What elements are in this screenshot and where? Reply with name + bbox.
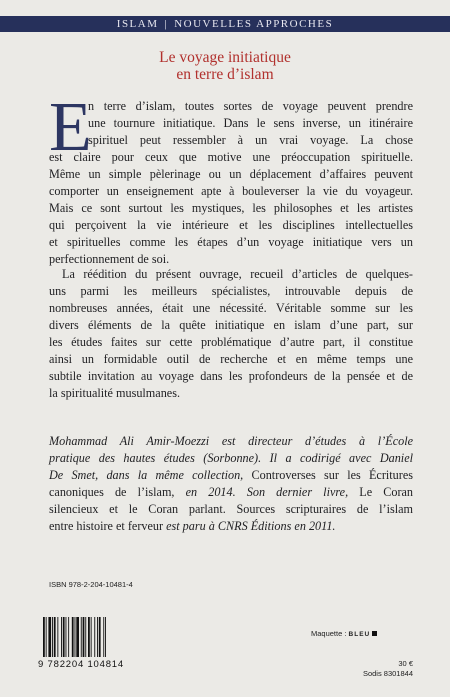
drop-cap: E [49, 89, 92, 166]
bio-text: De Smet, dans la même collection, [49, 468, 244, 482]
p1-line: Mais ce sont surtout les mystiques, les philosophes et les artistes [49, 201, 413, 215]
bio-line [49, 519, 413, 534]
p1-line: perfectionnement de soi. [49, 252, 170, 266]
p2-line: nombreuses années, était une nécessité. Véritable somme sur les [49, 301, 413, 315]
maquette-brand: BLEU [348, 631, 371, 638]
p2-line: uns parmi les meilleurs spécialistes, introuvable depuis de [49, 284, 413, 298]
p1-line: n terre d’islam, toutes sortes de voyage peuvent prendre [88, 99, 413, 113]
bio-line: silencieux et le Coran parlant. Sources scripturaires de l’islam [49, 502, 413, 516]
bio-book-title: Controverses sur les Écritures [243, 468, 413, 482]
p1-line: comporter un enseignement apte à bouleverser la vie du voyageur. [49, 184, 413, 198]
maquette-label: Maquette : [311, 629, 347, 638]
sodis-code: Sodis 8301844 [362, 669, 413, 678]
isbn-text: ISBN 978-2-204-10481-4 [49, 580, 133, 589]
bio-line: Mohammad Ali Amir-Moezzi est directeur d’études à l’École [49, 434, 413, 448]
p1-line: spirituel peut ressembler à un vrai voyage. La chose [88, 133, 413, 147]
p1-line: est claire pour ceux que motive une préoccupation spirituelle. [49, 150, 413, 164]
p2-line: divers éléments de la quête initiatique en islam d’une part, sur [49, 318, 413, 332]
bio-line [49, 468, 413, 483]
p1-line: qui perçoivent la vie intérieure et les disciplines intellectuelles [49, 218, 413, 232]
barcode-number: 9 782204 104814 [38, 659, 124, 670]
bio-book-title: Le Coran [348, 485, 414, 499]
barcode-icon [42, 617, 126, 657]
p1-line: Même un simple pèlerinage ou un déplacement d’affaires peuvent [49, 167, 413, 181]
bio-book-title: entre histoire et ferveur [49, 519, 164, 533]
bio-book-title: canoniques de l’islam, [49, 485, 175, 499]
bio-line: pratique des hautes études (Sorbonne). Il a codirigé avec Daniel [49, 451, 413, 465]
price: 30 € [398, 659, 413, 668]
p2-line: la spiritualité musulmanes. [49, 386, 180, 400]
book-title-line-1: Le voyage initiatique [159, 49, 291, 66]
p1-line: et spirituelles comme les étapes d’un voyage initiatique vers un [49, 235, 413, 249]
bio-line [49, 485, 413, 500]
p1-line: une tournure initiatique. Dans le sens inverse, un itinéraire [88, 116, 413, 130]
p2-line: ainsi un formidable outil de recherche et en même temps une [49, 352, 413, 366]
maquette-credit [311, 629, 377, 638]
bio-text: est paru à CNRS Éditions en 2011. [163, 519, 336, 533]
book-title-line-2: en terre d’islam [176, 66, 274, 83]
p2-line: subtile invitation au voyage dans les profondeurs de la pensée et de [49, 369, 413, 383]
series-name [0, 16, 450, 32]
p2-line: La réédition du présent ouvrage, recueil d’articles de quelques- [62, 267, 413, 281]
maquette-square-icon [372, 631, 377, 636]
bio-text: en 2014. Son dernier livre, [174, 485, 349, 499]
series-right: NOUVELLES APPROCHES [174, 18, 334, 30]
series-separator: | [164, 18, 169, 30]
series-left: ISLAM [116, 18, 159, 30]
p2-line: les études faites sur cette problématique d’autre part, il constitue [49, 335, 413, 349]
